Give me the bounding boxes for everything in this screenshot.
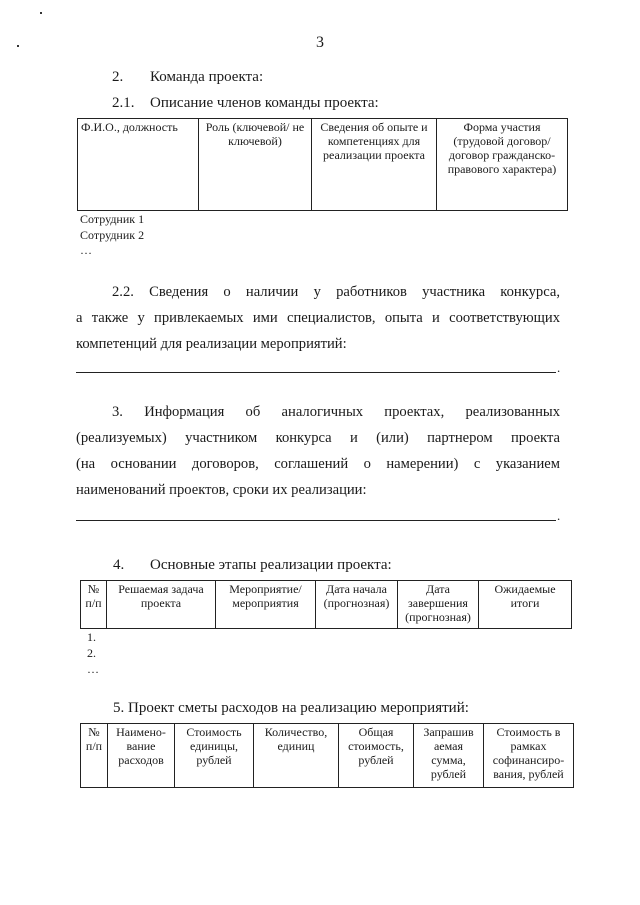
section-2-1-title: Описание членов команды проекта: <box>150 95 379 111</box>
col-header-role: Роль (ключевой/ не ключевой) <box>199 119 312 211</box>
section-2-number: 2. <box>112 69 124 85</box>
col-header-participation-form: Форма участия (трудовой договор/договор гражданско-правового характера) <box>437 119 568 211</box>
col-header-total-cost: Общая стоимость, рублей <box>339 724 414 788</box>
col-header-task: Решаемая задача проекта <box>107 581 216 629</box>
section-2-title: Команда проекта: <box>150 69 264 85</box>
line-end-dot: . <box>557 508 561 523</box>
section-2-2-line-1: 2.2. Сведения о наличии у работников участника конкурса, <box>112 284 560 300</box>
section-2-1-number: 2.1. <box>112 95 135 111</box>
col-header-number: № п/п <box>81 581 107 629</box>
table-header-row <box>81 581 572 629</box>
line-end-dot: . <box>557 360 561 375</box>
col-header-experience: Сведения об опыте и компетенциях для реализации проекта <box>312 119 437 211</box>
section-2-2-line-2: а также у привлекаемых ими специалистов, опыта и соответствующих <box>76 310 560 326</box>
fill-in-line <box>76 372 556 373</box>
list-item: … <box>80 243 92 257</box>
section-2-2-line-3: компетенций для реализации мероприятий: <box>76 336 347 352</box>
budget-table <box>80 723 574 788</box>
list-item: … <box>87 662 99 676</box>
section-5-title: 5. Проект сметы расходов на реализацию мероприятий: <box>113 700 469 716</box>
col-header-requested-amount: Запрашив аемая сумма, рублей <box>414 724 484 788</box>
list-item: Сотрудник 2 <box>80 228 145 242</box>
list-item: 1. <box>87 630 96 644</box>
scan-mark <box>40 12 42 14</box>
stages-table <box>80 580 572 629</box>
col-header-unit-cost: Стоимость единицы, рублей <box>175 724 254 788</box>
team-table <box>77 118 568 211</box>
section-3-line-3: (на основании договоров, соглашений о намерении) с указанием <box>76 456 560 472</box>
section-4-number: 4. <box>113 557 125 573</box>
col-header-end-date: Дата завершения (прогнозная) <box>398 581 479 629</box>
col-header-number: № п/п <box>81 724 108 788</box>
section-4-title: Основные этапы реализации проекта: <box>150 557 392 573</box>
list-item: 2. <box>87 646 96 660</box>
col-header-expected-results: Ожидаемые итоги <box>479 581 572 629</box>
table-header-row <box>78 119 568 211</box>
list-item: Сотрудник 1 <box>80 212 145 226</box>
col-header-cofinancing-cost: Стоимость в рамках софинансиро-вания, рублей <box>484 724 574 788</box>
section-3-line-2: (реализуемых) участником конкурса и (или) партнером проекта <box>76 430 560 446</box>
fill-in-line <box>76 520 556 521</box>
col-header-activity: Мероприятие/ мероприятия <box>216 581 316 629</box>
table-header-row <box>81 724 574 788</box>
section-3-line-1: 3. Информация об аналогичных проектах, реализованных <box>112 404 560 420</box>
page-number: 3 <box>316 34 324 51</box>
col-header-expense-name: Наимено-вание расходов <box>108 724 175 788</box>
col-header-quantity: Количество, единиц <box>254 724 339 788</box>
col-header-fio: Ф.И.О., должность <box>78 119 199 211</box>
col-header-start-date: Дата начала (прогнозная) <box>316 581 398 629</box>
section-3-line-4: наименований проектов, сроки их реализации: <box>76 482 367 498</box>
